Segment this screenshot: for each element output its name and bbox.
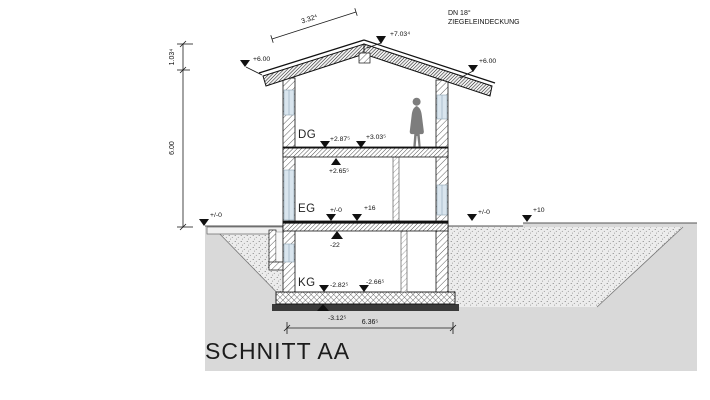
level-kg-floor-raw: -2.82⁵	[330, 282, 349, 289]
level-marker-icon	[522, 215, 532, 222]
roof-note-covering: ZIEGELEINDECKUNG	[448, 19, 520, 26]
roof-note-pitch: DN 18°	[448, 10, 471, 17]
dim-building-width: 6.36⁵	[361, 319, 379, 326]
level-marker-icon	[240, 60, 250, 67]
level-dg-floor-raw: +2.87⁵	[330, 136, 351, 143]
dim-roof-slope: 3.32⁴	[300, 13, 319, 26]
level-marker-icon	[326, 214, 336, 221]
level-eaves-left: +6.00	[253, 56, 271, 63]
level-marker-icon	[352, 214, 362, 221]
level-dg-slab-bottom: +2.65⁵	[329, 168, 350, 175]
floor-slabs	[283, 147, 448, 231]
level-marker-icon	[331, 158, 341, 165]
person-silhouette	[410, 98, 424, 147]
roof-tile-line-right	[364, 40, 495, 83]
terrain-step-right	[523, 223, 697, 227]
level-ridge: +7.03⁴	[390, 31, 411, 38]
room-label-dg: DG	[298, 129, 317, 141]
level-eg-floor-fin: +16	[364, 205, 376, 212]
level-eg-floor-zero: +/-0	[330, 207, 342, 214]
light-well-shaft	[276, 232, 283, 262]
level-terrain-right: +10	[533, 207, 545, 214]
level-marker-icon	[199, 219, 209, 226]
interior-wall-kg	[401, 231, 407, 292]
level-eg-slab-bottom: -22	[330, 242, 340, 249]
level-kg-floor-fin: -2.66⁵	[366, 279, 385, 286]
level-marker-icon	[467, 214, 477, 221]
room-label-eg: EG	[298, 203, 316, 215]
basement	[269, 230, 459, 311]
kg-floor-slab	[276, 292, 455, 304]
eg-slab-top-edge	[283, 221, 448, 224]
level-eaves-right: +6.00	[479, 58, 497, 65]
room-label-kg: KG	[298, 277, 316, 289]
drawing-title: SCHNITT AA	[205, 338, 351, 364]
level-grade-left: +/-0	[210, 212, 222, 219]
level-dg-floor-fin: +3.03⁵	[366, 134, 387, 141]
interior-wall-eg	[393, 157, 399, 221]
kg-sealing-band	[272, 304, 459, 311]
dim-eaves-above-grade: 6.00	[169, 141, 176, 155]
level-kg-slab-bottom: -3.12⁵	[328, 315, 347, 322]
level-grade-right: +/-0	[478, 209, 490, 216]
roof-slope-left	[263, 44, 364, 86]
level-marker-icon	[468, 65, 478, 72]
level-marker-icon	[376, 36, 386, 44]
dim-ridge-above-eaves: 1.03⁴	[169, 48, 176, 66]
ridge-purlin	[359, 53, 370, 63]
